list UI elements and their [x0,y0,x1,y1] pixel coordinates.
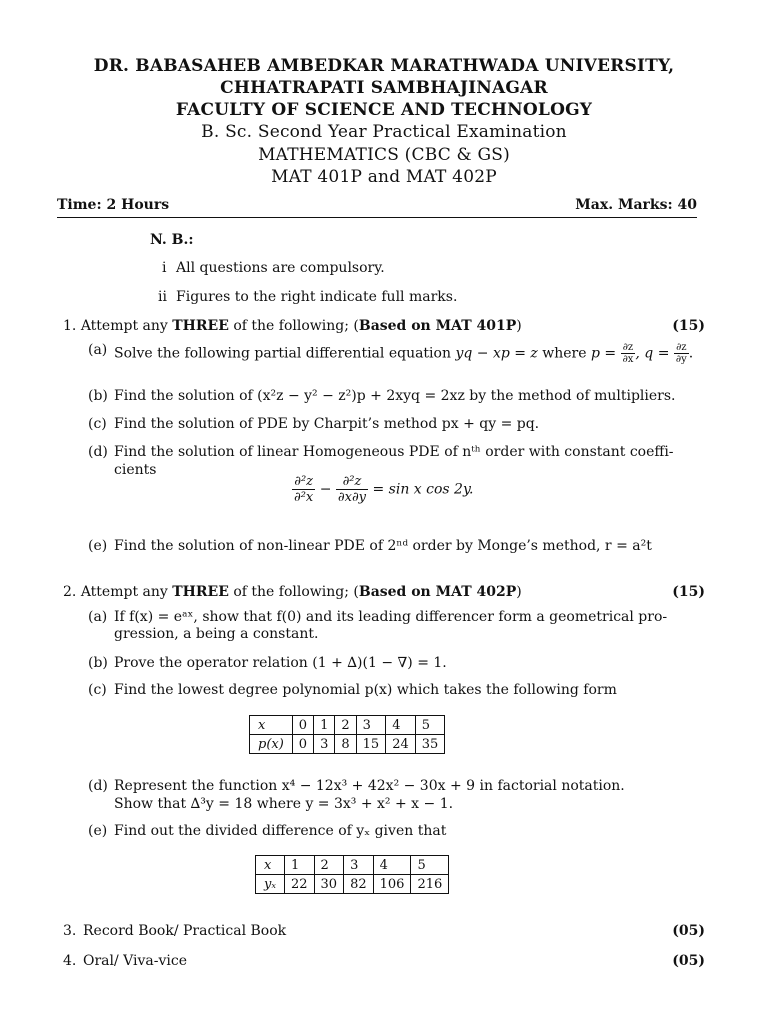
q1a-q: , q = [635,345,670,362]
q1a-where: where [542,345,587,362]
nb-item-1-num: i [162,260,167,276]
q1-marks: (15) [672,318,705,334]
table-cell: 4 [373,856,411,875]
table-cell: 3 [314,735,335,754]
max-marks-label: Max. Marks: 40 [575,197,697,213]
table-cell: 5 [411,856,449,875]
q1a-text: Solve the following partial differential equation yq − xp = z where p = $\frac{\partial z}{\partial x}$ , q = $\frac{\partial z}{\partial y}$ . [114,342,694,365]
paper-codes: MAT 401P and MAT 402P [271,167,497,187]
table-row [250,735,445,754]
q1-pre: Attempt any [80,318,168,334]
nb-title: N. B.: [150,232,194,248]
table-cell: yₓ [256,875,285,894]
table-cell: 8 [335,735,356,754]
q2d-text-line2: Show that ∆³y = 18 where y = 3x³ + x² + x − 1. [114,796,454,812]
nb-item-1-text: All questions are compulsory. [176,260,385,276]
table-row [250,716,445,735]
table-cell: 0 [292,735,313,754]
table-row [256,875,449,894]
subject-title: MATHEMATICS (CBC & GS) [258,145,510,165]
q1d-text-line2: cients [114,462,157,478]
q1a-label: (a) [88,342,108,358]
table-cell: 106 [373,875,411,894]
q1a-body: Solve the following partial differential equation [114,345,451,362]
table-cell: 15 [356,735,386,754]
nb-item-2-text: Figures to the right indicate full marks. [176,289,458,305]
table-cell: 3 [344,856,374,875]
q3-marks: (05) [672,923,705,939]
table-cell: 1 [314,716,335,735]
q1b-text: Find the solution of (x²z − y² − z²)p + 2xyq = 2xz by the method of multipliers. [114,388,676,404]
q2-pre: Attempt any [80,584,168,600]
q4-text: Oral/ Viva-vice [83,953,188,969]
nb-item-2-num: ii [158,289,167,305]
q2c-table [249,715,445,754]
table-cell: 30 [314,875,344,894]
q2d-text-line1: Represent the function x⁴ − 12x³ + 42x² − 30x + 9 in factorial notation. [114,778,625,794]
q2b-label: (b) [88,655,108,671]
q2-based: Based on MAT 402P [358,584,517,600]
q1-based: Based on MAT 401P [358,318,517,334]
table-cell: x [256,856,285,875]
q2e-text: Find out the divided difference of yₓ given that [114,823,447,839]
q4-number: 4. [63,953,77,969]
q1c-text: Find the solution of PDE by Charpit’s method px + qy = pq. [114,416,540,432]
table-cell: 82 [344,875,374,894]
q3-number: 3. [63,923,77,939]
q1d-equation: $\frac{\text{∂²z}}{\text{∂²x}}$ − $\frac{\text{∂²z}}{\partial x\partial y}$ = sin x cos 2y. [294,474,474,505]
q1a-equation: yq − xp = z [455,345,538,362]
q3-text: Record Book/ Practical Book [83,923,287,939]
q4-marks: (05) [672,953,705,969]
q1d-fraction-1: $\frac{\text{∂²z}}{\text{∂²x}}$ [294,474,314,505]
q1b-label: (b) [88,388,108,404]
q1-three: THREE [172,318,229,334]
table-row [256,856,449,875]
table-cell: 5 [415,716,445,735]
university-city: CHHATRAPATI SAMBHAJINAGAR [220,78,548,98]
q2c-label: (c) [88,682,107,698]
table-cell: 24 [386,735,416,754]
q1a-p-fraction: $\frac{\partial z}{\partial x}$ [622,342,634,365]
table-cell: 2 [335,716,356,735]
faculty-name: FACULTY OF SCIENCE AND TECHNOLOGY [175,100,593,120]
table-cell: 3 [356,716,386,735]
q2a-text-line2: gression, a being a constant. [114,626,319,642]
q1a-p: p = [590,345,617,362]
table-cell: x [250,716,293,735]
q2-post: ) [516,584,522,600]
table-cell: 1 [284,856,314,875]
q2a-text-line1: If f(x) = eᵃˣ, show that f(0) and its leading differencer form a geometrical pro- [114,609,668,625]
q1d-fraction-2: $\frac{\text{∂²z}}{\partial x\partial y}$ [337,474,367,505]
time-label: Time: 2 Hours [57,197,170,213]
q1-number: 1. [63,318,77,334]
q2e-label: (e) [88,823,108,839]
table-cell: p(x) [250,735,293,754]
table-cell: 216 [411,875,449,894]
table-cell: 0 [292,716,313,735]
header-rule [57,217,697,218]
table-cell: 2 [314,856,344,875]
q2e-table [255,855,449,894]
q1-post: ) [516,318,522,334]
q1d-text-line1: Find the solution of linear Homogeneous PDE of nᵗʰ order with constant coeffi- [114,444,674,460]
q2-heading [63,584,522,600]
q2c-text: Find the lowest degree polynomial p(x) which takes the following form [114,682,617,698]
q1d-label: (d) [88,444,108,460]
q1c-label: (c) [88,416,107,432]
q1-heading [63,318,522,334]
q1e-label: (e) [88,538,108,554]
q2d-label: (d) [88,778,108,794]
university-name: DR. BABASAHEB AMBEDKAR MARATHWADA UNIVERSITY, [93,56,675,76]
q2-mid: of the following; ( [233,584,359,600]
q2-marks: (15) [672,584,705,600]
q1-mid: of the following; ( [233,318,359,334]
q2-number: 2. [63,584,77,600]
q1e-text: Find the solution of non-linear PDE of 2ⁿᵈ order by Monge’s method, r = a²t [114,538,652,554]
table-cell: 35 [415,735,445,754]
exam-title: B. Sc. Second Year Practical Examination [201,122,567,142]
q2b-text: Prove the operator relation (1 + ∆)(1 − ∇) = 1. [114,655,447,671]
table-cell: 22 [284,875,314,894]
table-cell: 4 [386,716,416,735]
q2-three: THREE [172,584,229,600]
q1a-q-fraction: $\frac{\partial z}{\partial y}$ [675,342,687,365]
q2a-label: (a) [88,609,108,625]
